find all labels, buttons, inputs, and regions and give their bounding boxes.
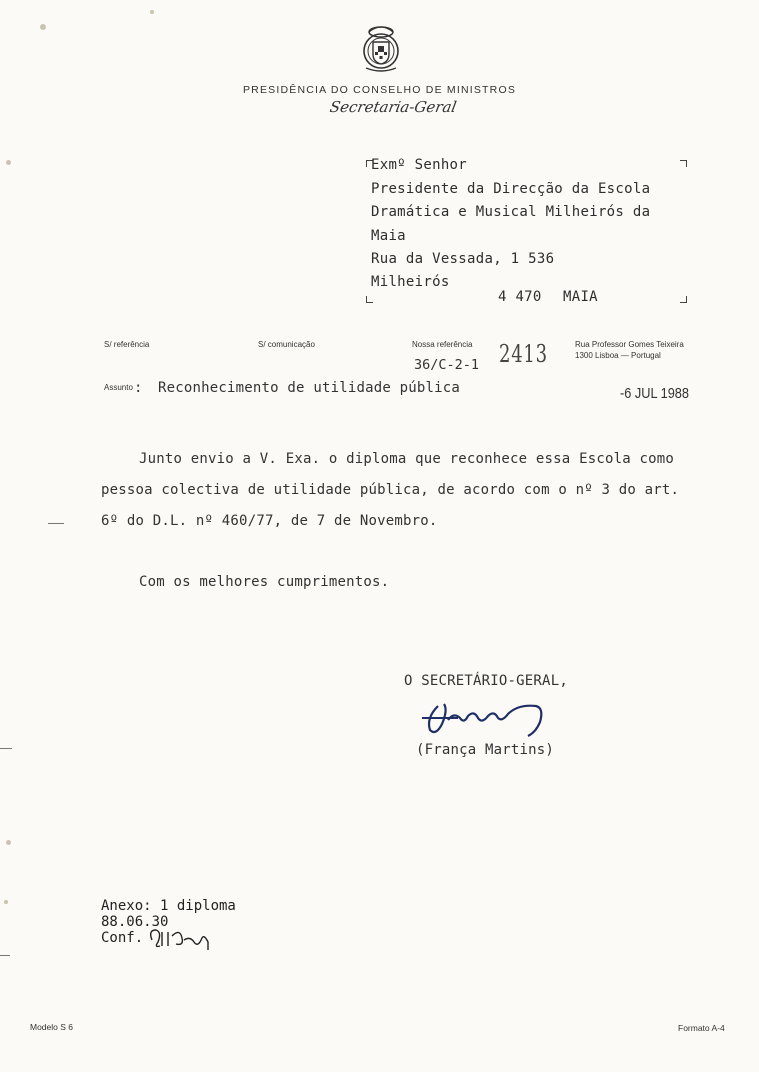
scan-speck bbox=[150, 10, 154, 14]
signatory-title: O SECRETÁRIO-GERAL, bbox=[404, 673, 568, 689]
address-corner-mark bbox=[366, 296, 373, 303]
recipient-line: Dramática e Musical Milheirós da bbox=[371, 204, 651, 220]
sender-address-line: 1300 Lisboa — Portugal bbox=[575, 351, 661, 360]
reference-number-stamp: 2413 bbox=[499, 340, 548, 368]
paper-format: Formato A-4 bbox=[678, 1023, 725, 1033]
sender-address-line: Rua Professor Gomes Teixeira bbox=[575, 340, 684, 349]
subject-text: Reconhecimento de utilidade pública bbox=[158, 380, 461, 396]
recipient-city: MAIA bbox=[563, 289, 598, 305]
organization-name: PRESIDÊNCIA DO CONSELHO DE MINISTROS bbox=[242, 84, 517, 96]
recipient-street: Rua da Vessada, 1 536 bbox=[371, 251, 555, 267]
initials-signature bbox=[146, 926, 210, 954]
body-line: Junto envio a V. Exa. o diploma que reconhece essa Escola como bbox=[139, 451, 674, 467]
signatory-name: (França Martins) bbox=[416, 742, 555, 758]
closing-line: Com os melhores cumprimentos. bbox=[139, 574, 390, 590]
annex-line: Anexo: 1 diploma bbox=[101, 898, 236, 914]
signature-mark bbox=[418, 696, 548, 740]
organization-subtitle: Secretaria-Geral bbox=[328, 98, 458, 116]
subject-colon: : bbox=[134, 380, 143, 396]
body-line: 6º do D.L. nº 460/77, de 7 de Novembro. bbox=[101, 513, 438, 529]
scan-speck bbox=[6, 840, 11, 845]
your-communication-label: S/ comunicação bbox=[258, 340, 315, 349]
margin-mark bbox=[0, 955, 10, 956]
coat-of-arms-icon bbox=[356, 24, 406, 74]
annex-date: 88.06.30 bbox=[101, 914, 169, 930]
subject-label: Assunto bbox=[104, 383, 133, 392]
scan-speck bbox=[6, 160, 11, 165]
recipient-line: Presidente da Direcção da Escola bbox=[371, 181, 651, 197]
margin-mark bbox=[0, 748, 12, 749]
scan-speck bbox=[40, 24, 46, 30]
annex-conf-label: Conf. bbox=[101, 930, 144, 946]
recipient-postcode: 4 470 bbox=[498, 289, 542, 305]
recipient-locality: Milheirós bbox=[371, 274, 450, 290]
address-corner-mark bbox=[680, 160, 687, 167]
recipient-salutation: Exmº Senhor bbox=[371, 157, 468, 173]
your-reference-label: S/ referência bbox=[104, 340, 150, 349]
model-code: Modelo S 6 bbox=[30, 1022, 73, 1032]
body-line: pessoa colectiva de utilidade pública, de acordo com o nº 3 do art. bbox=[101, 482, 680, 498]
date-stamp: -6 JUL 1988 bbox=[620, 385, 689, 402]
scan-speck bbox=[4, 900, 8, 904]
fold-mark bbox=[48, 523, 64, 524]
our-reference-label: Nossa referência bbox=[412, 340, 473, 349]
address-corner-mark bbox=[680, 296, 687, 303]
recipient-line: Maia bbox=[371, 228, 406, 244]
our-reference-value: 36/C-2-1 bbox=[414, 357, 480, 373]
